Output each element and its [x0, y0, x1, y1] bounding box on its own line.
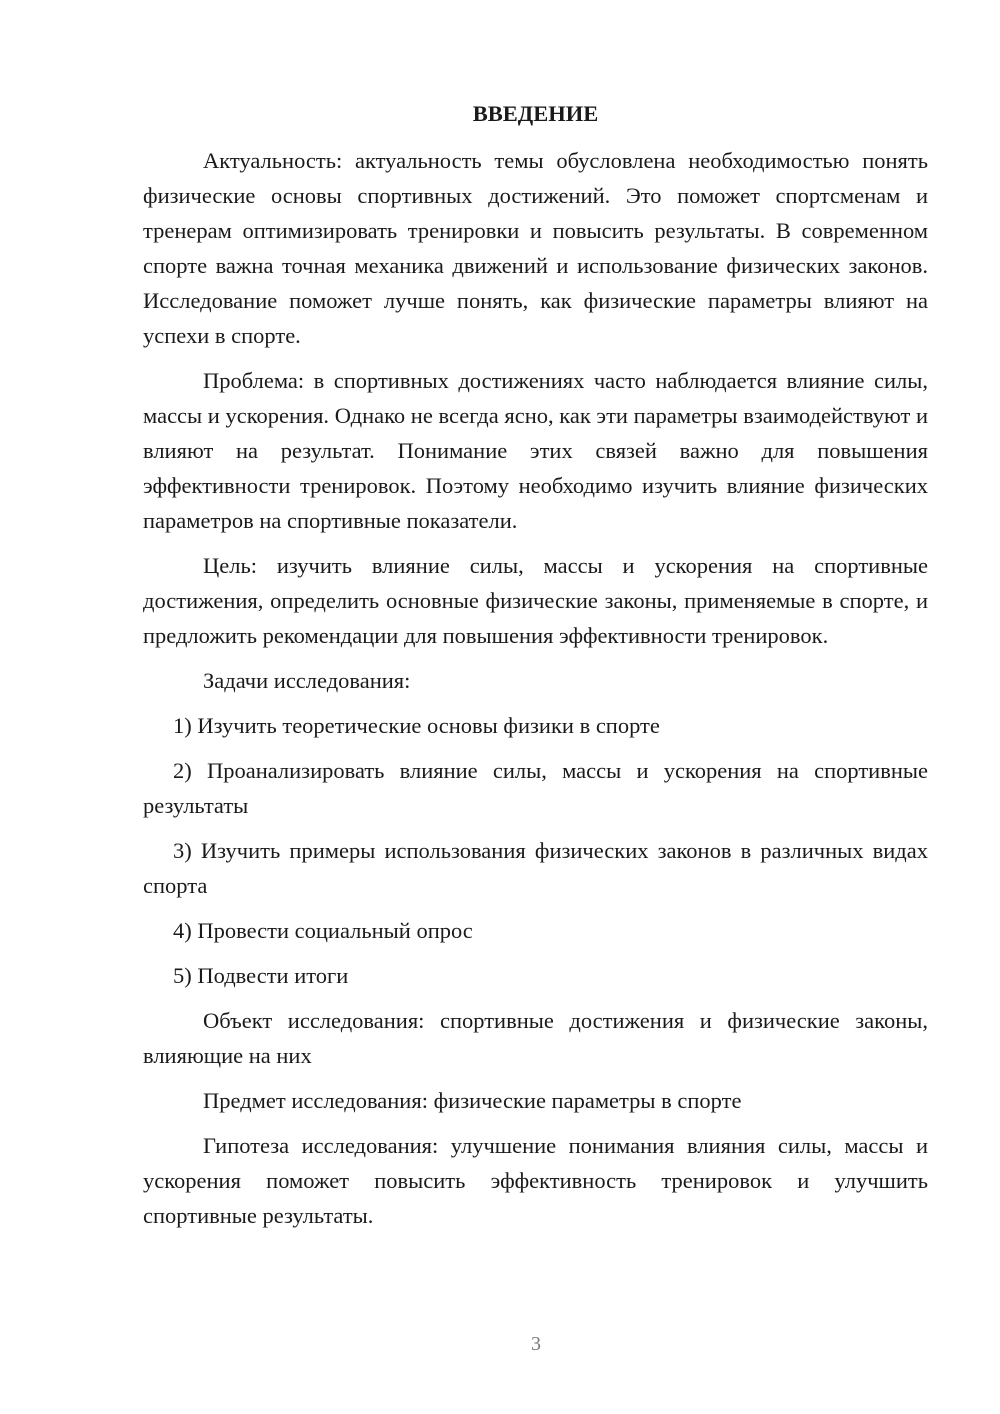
task-item: 1) Изучить теоретические основы физики в спорте	[173, 713, 660, 738]
page-number: 3	[531, 1333, 541, 1355]
task-item: 4) Провести социальный опрос	[173, 918, 473, 943]
paragraph-object: Объект исследования: спортивные достижения и физические законы, влияющие на них	[143, 1008, 928, 1068]
task-item: 3) Изучить примеры использования физических законов в различных видах спорта	[143, 838, 928, 898]
task-item: 5) Подвести итоги	[173, 963, 349, 988]
task-item: 2) Проанализировать влияние силы, массы и ускорения на спортивные результаты	[143, 758, 928, 818]
paragraph-tasks-intro: Задачи исследования:	[203, 668, 411, 693]
paragraph-problem: Проблема: в спортивных достижениях часто наблюдается влияние силы, массы и ускорения. Однако не всегда ясно, как эти параметры взаимодействуют и влияют на результат. Понимание этих связей важно для повышения эффективности тренировок. Поэтому необходимо изучить влияние физических параметров на спортивные показатели.	[143, 368, 928, 533]
document-body	[143, 96, 928, 1243]
paragraph-relevance: Актуальность: актуальность темы обусловлена необходимостью понять физические основы спортивных достижений. Это поможет спортсменам и тренерам оптимизировать тренировки и повысить результаты. В современном спорте важна точная механика движений и использование физических законов. Исследование поможет лучше понять, как физические параметры влияют на успехи в спорте.	[143, 148, 928, 348]
paragraph-hypothesis: Гипотеза исследования: улучшение понимания влияния силы, массы и ускорения поможет повысить эффективность тренировок и улучшить спортивные результаты.	[143, 1133, 928, 1228]
section-heading: ВВЕДЕНИЕ	[472, 101, 599, 126]
paragraph-subject: Предмет исследования: физические параметры в спорте	[203, 1088, 742, 1113]
paragraph-goal: Цель: изучить влияние силы, массы и ускорения на спортивные достижения, определить основные физические законы, применяемые в спорте, и предложить рекомендации для повышения эффективности тренировок.	[143, 553, 928, 648]
